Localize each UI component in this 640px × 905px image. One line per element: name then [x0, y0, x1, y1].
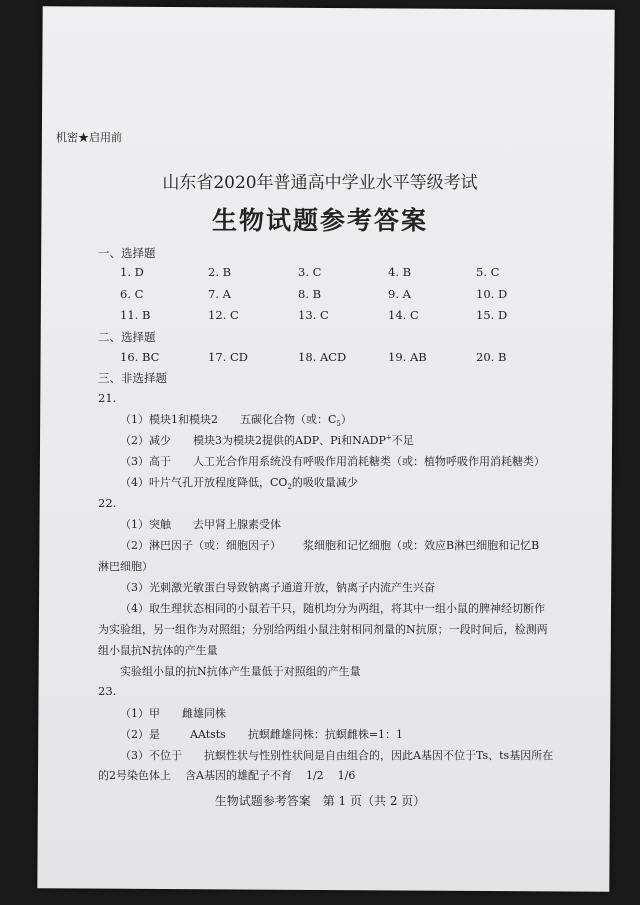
answer-item: 11. B: [120, 308, 151, 322]
q21-answer-2: （2）减少 模块3为模块2提供的ADP、Pi和NADP+不足: [120, 433, 414, 447]
q23-answer-2: （2）是 AAtsts 抗螟雌雄同株：抗螟雌株=1：1: [120, 728, 404, 741]
answer-item: 8. B: [298, 287, 322, 301]
q22-answer-4: （4）取生理状态相同的小鼠若干只，随机均分为两组，将其中一组小鼠的脾神经切断作: [120, 602, 545, 615]
page-footer: 生物试题参考答案 第 1 页（共 2 页）: [214, 794, 426, 808]
page-title: 生物试题参考答案: [211, 206, 428, 235]
section-3-label: 三、非选择题: [98, 371, 167, 385]
q23-answer-3-cont: 的2号染色体上 含A基因的雄配子不育 1/2 1/6: [98, 769, 356, 782]
answer-item: 18. ACD: [298, 350, 347, 364]
answer-item: 1. D: [120, 265, 144, 279]
q22-answer-3: （3）光刺激光敏蛋白导致钠离子通道开放，钠离子内流产生兴奋: [120, 581, 435, 594]
question-22-number: 22.: [98, 496, 117, 510]
q22-answer-4-cont: 组小鼠抗N抗体的产生量: [98, 644, 218, 657]
answer-item: 17. CD: [208, 350, 248, 364]
answer-item: 12. C: [208, 308, 239, 322]
q22-answer-4-cont: 为实验组，另一组作为对照组；分别给两组小鼠注射相同剂量的N抗原；一段时间后，检测两: [98, 623, 548, 636]
q21-answer-4: （4）叶片气孔开放程度降低，$CO_2$的吸收量减少: [120, 476, 358, 492]
answer-item: 9. A: [388, 287, 411, 301]
q22-answer-5: 实验组小鼠的抗N抗体产生量低于对照组的产生量: [120, 665, 361, 678]
answer-item: 16. BC: [120, 350, 160, 364]
answer-item: 13. C: [298, 308, 329, 322]
answer-item: 3. C: [298, 265, 322, 279]
q22-answer-2: （2）淋巴因子（或：细胞因子） 浆细胞和记忆细胞（或：效应B淋巴细胞和记忆B: [120, 539, 540, 552]
answer-item: 2. B: [208, 265, 232, 279]
q21-answer-3: （3）高于 人工光合作用系统没有呼吸作用消耗糖类（或：植物呼吸作用消耗糖类）: [120, 455, 545, 468]
q21-answer-1: （1）模块1和模块2 五碳化合物（或：$C_5$）: [120, 413, 352, 429]
answer-item: 5. C: [476, 265, 500, 279]
section-2-label: 二、选择题: [98, 330, 156, 344]
q22-answer-1: （1）突触 去甲肾上腺素受体: [120, 518, 281, 531]
confidential-label: 机密★启用前: [56, 131, 122, 144]
answer-item: 15. D: [476, 308, 508, 322]
q23-answer-1: （1）甲 雌雄同株: [120, 707, 226, 720]
question-23-number: 23.: [98, 684, 117, 698]
answer-item: 19. AB: [388, 350, 427, 364]
answer-item: 4. B: [388, 265, 412, 279]
section-1-label: 一、选择题: [98, 246, 156, 260]
answer-item: 10. D: [476, 287, 508, 301]
exam-title: 山东省2020年普通高中学业水平等级考试: [162, 173, 478, 193]
q23-answer-3: （3）不位于 抗螟性状与性别性状间是自由组合的，因此A基因不位于Ts、ts基因所在: [120, 749, 554, 762]
answer-item: 7. A: [208, 287, 231, 301]
q22-answer-2-cont: 淋巴细胞）: [98, 560, 153, 573]
answer-item: 20. B: [476, 350, 507, 364]
question-21-number: 21.: [98, 391, 117, 405]
answer-item: 6. C: [120, 287, 144, 301]
answer-item: 14. C: [388, 308, 419, 322]
